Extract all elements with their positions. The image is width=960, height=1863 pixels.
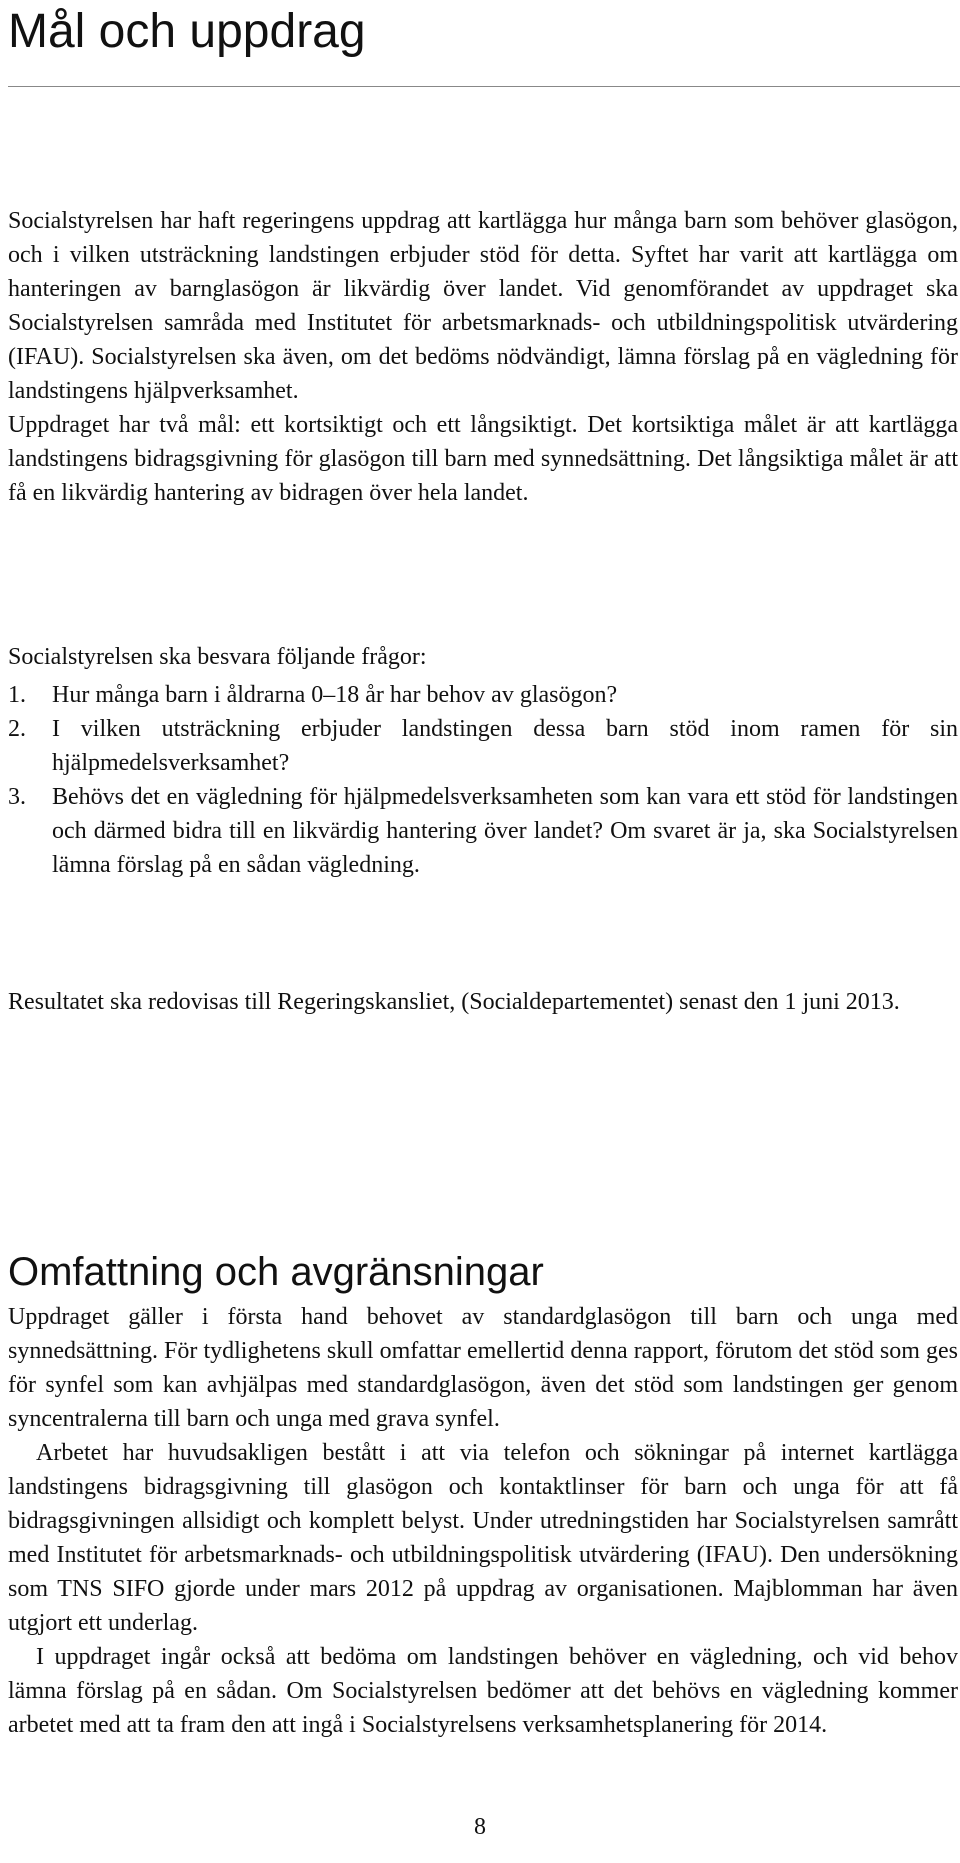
scope-paragraph-3: I uppdraget ingår också att bedöma om landstingen behöver en vägledning, och vid behov lämna förslag på en sådan. Om Socialstyrelsen bedömer att det behövs en vägledning kommer arbetet med att ta fram den att ingå i Socialstyrelsens verksamhetsplanering för 2014. — [8, 1644, 958, 1738]
list-item-text: I vilken utsträckning erbjuder landstingen dessa barn stöd inom ramen för sin hjälpmedelsverksamhet? — [52, 716, 958, 776]
section-heading-scope: Omfattning och avgränsningar — [8, 1250, 544, 1294]
questions-list — [8, 678, 958, 882]
questions-section — [8, 640, 958, 882]
result-section — [8, 985, 958, 1019]
list-item — [8, 780, 958, 882]
list-item-text: Behövs det en vägledning för hjälpmedelsverksamheten som kan vara ett stöd för landstingen och därmed bidra till en likvärdig hantering över landet? Om svaret är ja, ska Socialstyrelsen lämna förslag på en sådan vägledning. — [52, 784, 958, 878]
intro-paragraph-1: Socialstyrelsen har haft regeringens uppdrag att kartlägga hur många barn som behöver glasögon, och i vilken utsträckning landstingen erbjuder stöd för detta. Syftet har varit att kartlägga om hanteringen av barnglasögon är likvärdig över landet. Vid genomförandet av uppdraget ska Socialstyrelsen samråda med Institutet för arbetsmarknads- och utbildningspolitisk utvärdering (IFAU). Socialstyrelsen ska även, om det bedöms nödvändigt, lämna förslag på en vägledning för landstingens hjälpverksamhet. — [8, 208, 958, 404]
list-item-number: 3. — [8, 784, 26, 810]
questions-intro: Socialstyrelsen ska besvara följande frågor: — [8, 644, 427, 670]
scope-paragraph-2: Arbetet har huvudsakligen bestått i att via telefon och sökningar på internet kartlägga landstingens bidragsgivning till glasögon och kontaktlinser för barn och unga för att få bidragsgivningen allsidigt och komplett belyst. Under utredningstiden har Socialstyrelsen samrått med Institutet för arbetsmarknads- och utbildningspolitisk utvärdering (IFAU). Den undersökning som TNS SIFO gjorde under mars 2012 på uppdrag av organisationen. Majblomman har även utgjort ett underlag. — [8, 1440, 958, 1636]
list-item — [8, 678, 958, 712]
title-divider — [8, 86, 960, 87]
page-number: 8 — [474, 1814, 486, 1840]
result-paragraph: Resultatet ska redovisas till Regeringskansliet, (Socialdepartementet) senast den 1 juni 2013. — [8, 989, 900, 1015]
list-item-text: Hur många barn i åldrarna 0–18 år har behov av glasögon? — [52, 682, 618, 708]
intro-paragraph-2: Uppdraget har två mål: ett kortsiktigt och ett långsiktigt. Det kortsiktiga målet är att kartlägga landstingens bidragsgivning för glasögon till barn med synnedsättning. Det långsiktiga målet är att få en likvärdig hantering av bidragen över hela landet. — [8, 412, 958, 506]
list-item-number: 2. — [8, 716, 26, 742]
scope-section — [8, 1300, 958, 1742]
scope-paragraph-1: Uppdraget gäller i första hand behovet av standardglasögon till barn och unga med synnedsättning. För tydlighetens skull omfattar emellertid denna rapport, förutom det stöd som ges för synfel som kan avhjälpas med standardglasögon, även det stöd som landstingen ger genom syncentralerna till barn och unga med grava synfel. — [8, 1304, 958, 1432]
intro-section — [8, 204, 958, 510]
list-item-number: 1. — [8, 682, 26, 708]
list-item — [8, 712, 958, 780]
page-title: Mål och uppdrag — [8, 5, 366, 58]
